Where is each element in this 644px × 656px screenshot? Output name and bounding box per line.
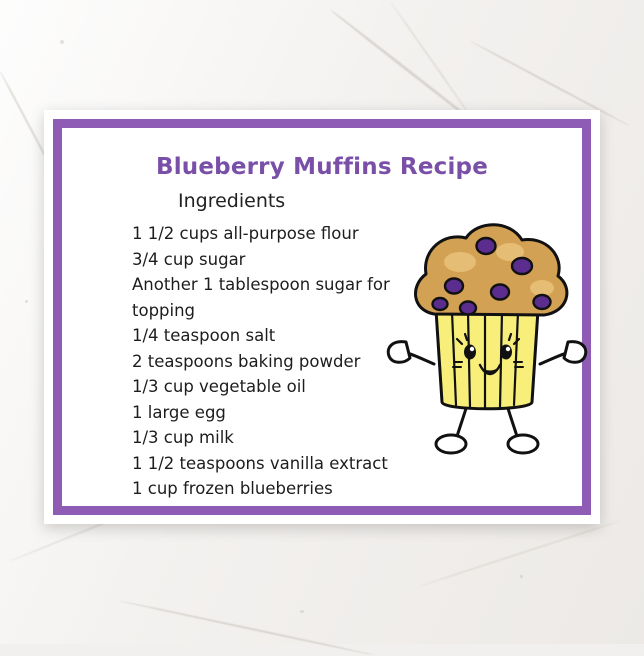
list-item: 2 teaspoons baking powder xyxy=(132,349,404,375)
list-item: 1 1/2 cups all-purpose flour xyxy=(132,221,404,247)
list-item: 1/3 cup milk xyxy=(132,425,404,451)
marble-vein xyxy=(120,600,375,656)
page-title: Blueberry Muffins Recipe xyxy=(62,154,582,180)
list-item: 1 cup frozen blueberries xyxy=(132,476,404,502)
card-purple-border xyxy=(53,119,591,515)
list-item: 1 large egg xyxy=(132,400,404,426)
list-item: 1/4 teaspoon salt xyxy=(132,323,404,349)
marble-speck xyxy=(60,40,64,44)
marble-speck xyxy=(300,610,304,613)
ingredients-heading: Ingredients xyxy=(178,190,285,212)
list-item: 3/4 cup sugar xyxy=(132,247,404,273)
marble-speck xyxy=(25,300,28,303)
marble-speck xyxy=(520,575,523,578)
list-item: 1 1/2 teaspoons vanilla extract xyxy=(132,451,404,477)
list-item: Another 1 tablespoon sugar for topping xyxy=(132,272,404,323)
blueberry-muffin-character-icon xyxy=(382,206,597,461)
list-item: 1/3 cup vegetable oil xyxy=(132,374,404,400)
marble-vein xyxy=(389,0,477,124)
ingredients-list xyxy=(132,221,404,502)
recipe-postcard xyxy=(44,110,600,524)
card-content xyxy=(62,128,582,506)
